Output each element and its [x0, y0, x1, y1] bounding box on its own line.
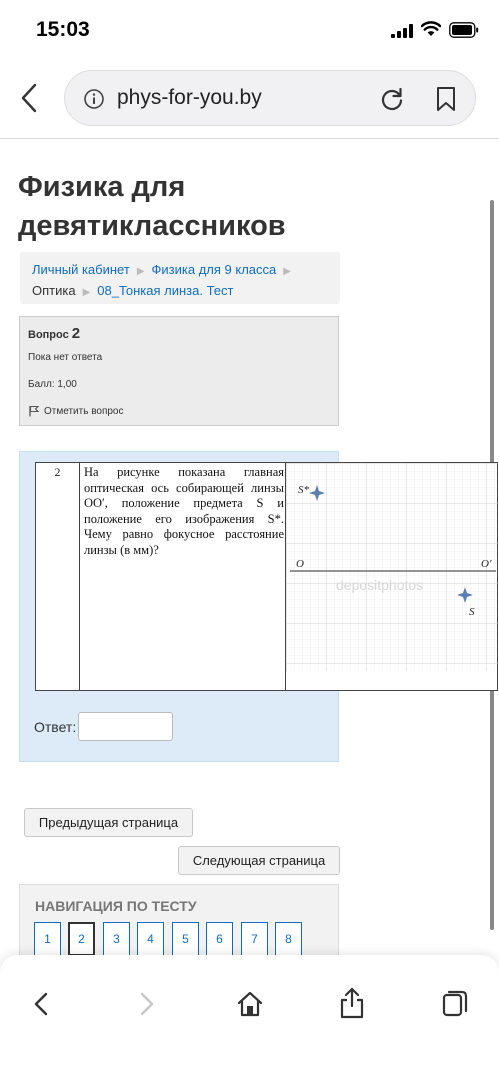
breadcrumb-link-test[interactable]: 08_Тонкая линза. Тест [97, 283, 234, 298]
share-icon[interactable] [338, 986, 366, 1020]
info-icon[interactable] [83, 88, 105, 110]
flag-icon[interactable] [28, 405, 40, 417]
wifi-icon [421, 21, 441, 37]
quiz-navigation [19, 884, 339, 964]
figure-label-o-prime: O′ [481, 558, 492, 570]
quiz-nav-button-2[interactable]: 2 [68, 922, 95, 956]
next-page-button[interactable]: Следующая страница [178, 846, 340, 875]
lens-figure [285, 463, 498, 690]
question-info [19, 316, 339, 426]
back-icon[interactable] [18, 82, 42, 114]
status-time: 15:03 [36, 18, 90, 41]
previous-page-button[interactable]: Предыдущая страница [24, 808, 193, 837]
quiz-nav-button-4[interactable]: 4 [137, 922, 164, 956]
back-icon[interactable] [30, 990, 54, 1018]
figure-label-o: O [296, 558, 304, 570]
watermark: depositphotos [336, 577, 424, 593]
reload-icon[interactable] [379, 86, 405, 112]
page-title: Физика для девятиклассников [18, 171, 286, 242]
browser-toolbar [0, 60, 499, 139]
question-grade: Балл: 1,00 [28, 379, 77, 390]
breadcrumb-link-dashboard[interactable]: Личный кабинет [32, 262, 130, 277]
tabs-icon[interactable] [441, 990, 469, 1018]
quiz-navigation-title: НАВИГАЦИЯ ПО ТЕСТУ [35, 898, 197, 914]
url-text[interactable]: phys-for-you.by [117, 86, 262, 109]
answer-input[interactable] [78, 712, 173, 741]
bookmark-icon[interactable] [435, 86, 457, 112]
battery-icon [449, 22, 479, 38]
breadcrumb-separator-icon: ▶ [82, 287, 91, 298]
home-icon[interactable] [236, 990, 264, 1018]
quiz-nav-button-8[interactable]: 8 [275, 922, 302, 956]
flag-question-label[interactable]: Отметить вопрос [44, 405, 124, 417]
breadcrumb-link-course[interactable]: Физика для 9 класса [151, 262, 277, 277]
breadcrumb-section: Оптика [32, 283, 76, 298]
address-bar[interactable] [64, 70, 476, 126]
figure-label-object: S [469, 606, 475, 618]
quiz-nav-button-5[interactable]: 5 [172, 922, 199, 956]
flag-question-link[interactable] [28, 405, 124, 417]
question-number [28, 325, 80, 342]
breadcrumb-separator-icon: ▶ [136, 266, 145, 277]
signal-icon [391, 24, 415, 38]
quiz-nav-button-6[interactable]: 6 [206, 922, 233, 956]
figure-label-image: S* [298, 484, 309, 496]
quiz-nav-button-1[interactable]: 1 [34, 922, 61, 956]
browser-bottom-toolbar [0, 955, 499, 1080]
question-table-number: 2 [36, 463, 80, 690]
answer-label: Ответ: [34, 719, 77, 735]
question-state: Пока нет ответа [28, 352, 103, 363]
question-text: На рисунке показана главная оптическая ось собирающей линзы OO′, положение предмета S и положение его изображения S*. Чему равно фокусное расстояние линзы (в мм)? [84, 465, 284, 557]
status-bar [0, 0, 499, 60]
breadcrumb-separator-icon: ▶ [283, 266, 291, 277]
question-number-prefix: Вопрос [28, 329, 69, 341]
forward-icon[interactable] [134, 990, 158, 1018]
question-table [35, 462, 498, 691]
breadcrumb [20, 252, 340, 304]
question-number-value: 2 [71, 325, 81, 342]
quiz-nav-button-7[interactable]: 7 [241, 922, 268, 956]
quiz-nav-button-3[interactable]: 3 [103, 922, 130, 956]
